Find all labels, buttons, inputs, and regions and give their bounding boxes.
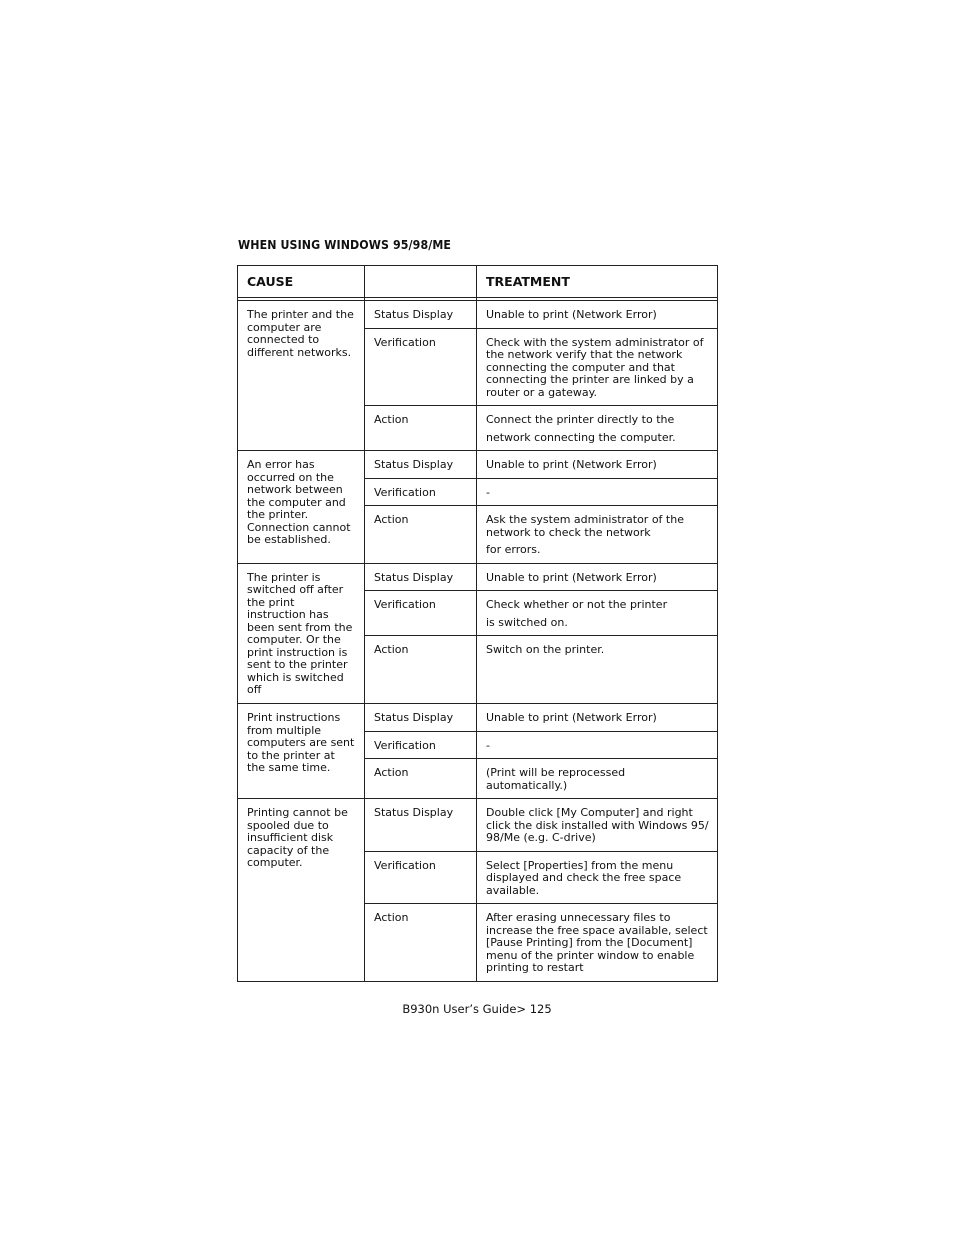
row-label-status: Status Display: [365, 799, 477, 852]
treatment-cell: [477, 506, 718, 564]
treatment-cell: Select [Properties] from the menu displayed and check the free space available.: [477, 851, 718, 904]
row-label-verification: Verification: [365, 591, 477, 636]
treatment-line: for errors.: [486, 543, 541, 556]
treatment-line: is switched on.: [486, 615, 568, 629]
treatment-line: Connect the printer directly to the: [486, 413, 675, 426]
treatment-cell: Unable to print (Network Error): [477, 451, 718, 479]
row-label-verification: Verification: [365, 851, 477, 904]
row-label-status: Status Display: [365, 301, 477, 329]
treatment-cell: Unable to print (Network Error): [477, 301, 718, 329]
table-row: [238, 704, 718, 732]
treatment-cell: (Print will be reprocessed automatically.): [477, 759, 718, 799]
table-row: [238, 799, 718, 852]
treatment-cell: [477, 406, 718, 451]
troubleshooting-table: [237, 265, 718, 982]
header-middle: [365, 266, 477, 298]
treatment-line: Ask the system administrator of the network to check the network: [486, 513, 684, 539]
row-label-status: Status Display: [365, 704, 477, 732]
row-label-status: Status Display: [365, 563, 477, 591]
header-cause: CAUSE: [238, 266, 365, 298]
row-label-verification: Verification: [365, 478, 477, 506]
cause-cell: An error has occurred on the network between the computer and the printer. Connection cannot be established.: [238, 451, 365, 564]
row-label-verification: Verification: [365, 731, 477, 759]
treatment-line: network connecting the computer.: [486, 430, 676, 444]
treatment-cell: -: [477, 478, 718, 506]
row-label-status: Status Display: [365, 451, 477, 479]
treatment-cell: [477, 591, 718, 636]
cause-cell: Print instructions from multiple computers are sent to the printer at the same time.: [238, 704, 365, 799]
cause-cell: The printer and the computer are connected to different networks.: [238, 301, 365, 451]
table-row: [238, 301, 718, 329]
row-label-action: Action: [365, 759, 477, 799]
row-label-action: Action: [365, 904, 477, 982]
cause-cell: The printer is switched off after the print instruction has been sent from the computer. Or the print instruction is sent to the printer which is switched off: [238, 563, 365, 704]
table-row: [238, 451, 718, 479]
row-label-action: Action: [365, 406, 477, 451]
treatment-cell: Switch on the printer.: [477, 636, 718, 704]
header-treatment: TREATMENT: [477, 266, 718, 298]
page-footer: B930n User’s Guide> 125: [402, 1002, 552, 1016]
table-header-row: [238, 266, 718, 298]
cause-cell: Printing cannot be spooled due to insufficient disk capacity of the computer.: [238, 799, 365, 982]
treatment-cell: Check with the system administrator of the network verify that the network connecting the computer and that connecting the printer are linked by a router or a gateway.: [477, 328, 718, 406]
treatment-cell: Unable to print (Network Error): [477, 563, 718, 591]
treatment-cell: Unable to print (Network Error): [477, 704, 718, 732]
treatment-cell: Double click [My Computer] and right click the disk installed with Windows 95/ 98/Me (e.g. C-drive): [477, 799, 718, 852]
section-heading: WHEN USING WINDOWS 95/98/ME: [238, 238, 452, 252]
row-label-action: Action: [365, 506, 477, 564]
row-label-verification: Verification: [365, 328, 477, 406]
treatment-cell: -: [477, 731, 718, 759]
table-row: [238, 563, 718, 591]
row-label-action: Action: [365, 636, 477, 704]
treatment-cell: After erasing unnecessary files to increase the free space available, select [Pause Printing] from the [Document] menu of the printer window to enable printing to restart: [477, 904, 718, 982]
treatment-line: Check whether or not the printer: [486, 598, 668, 611]
